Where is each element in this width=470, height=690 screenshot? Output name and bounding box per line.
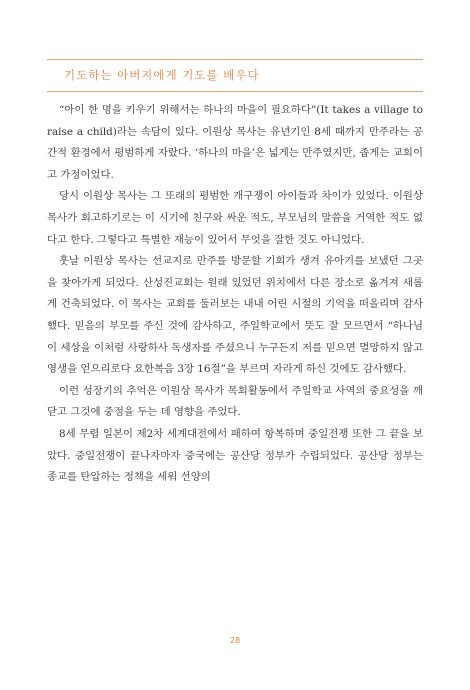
paragraph: 8세 무렵 일본이 제2차 세계대전에서 패하여 항복하며 중일전쟁 또한 그 끝을 보았다. 중일전쟁이 끝나자마자 중국에는 공산당 정부가 수립되었다. 공산당 정부는 종교를 탄압하는 정책을 세워 선양의 [47, 427, 423, 484]
page-number: 28 [229, 636, 241, 645]
section-title: 기도하는 아버지에게 기도를 배우다 [64, 68, 260, 82]
body-text [47, 100, 423, 489]
paragraph: 훗날 이원상 목사는 선교지로 만주를 방문할 기회가 생겨 유아기를 보냈던 그곳을 찾아가게 되었다. 산성진교회는 원래 있었던 위치에서 다른 장소로 옮겨져 새롭게 건축되었다. 이 목사는 교회를 둘러보는 내내 어린 시절의 기억을 떠올리며 감사했다. 믿음의 부모를 주신 것에 감사하고, 주일학교에서 뜻도 잘 모르면서 “하나님이 세상을 이처럼 사랑하사 독생자를 주셨으니 누구든지 저를 믿으면 멸망하지 않고 영생을 얻으리로다 요한복음 3장 16절”을 부르며 자라게 하신 것에도 감사했다. [47, 255, 423, 376]
header-rule-bottom [47, 91, 423, 92]
paragraph: 이런 성장기의 추억은 이원상 목사가 목회활동에서 주일학교 사역의 중요성을 깨닫고 그것에 중점을 두는 데 영향을 주었다. [47, 384, 423, 419]
header-rule-top [47, 59, 423, 60]
paragraph: “아이 한 명을 키우기 위해서는 하나의 마을이 필요하다”(It takes a village to raise a child)라는 속담이 있다. 이원상 목사는 유년기인 8세 때까지 만주라는 공간적 환경에서 평범하게 자랐다. ‘하나의 마을’은 넓게는 만주였지만, 좁게는 교회이고 가정이었다. [47, 104, 423, 181]
paragraph: 당시 이원상 목사는 그 또래의 평범한 개구쟁이 아이들과 차이가 있었다. 이원상 목사가 회고하기로는 이 시기에 친구와 싸운 적도, 부모님의 말씀을 거역한 적도 없다고 한다. 그렇다고 특별한 재능이 있어서 무엇을 잘한 것도 아니었다. [47, 190, 423, 246]
